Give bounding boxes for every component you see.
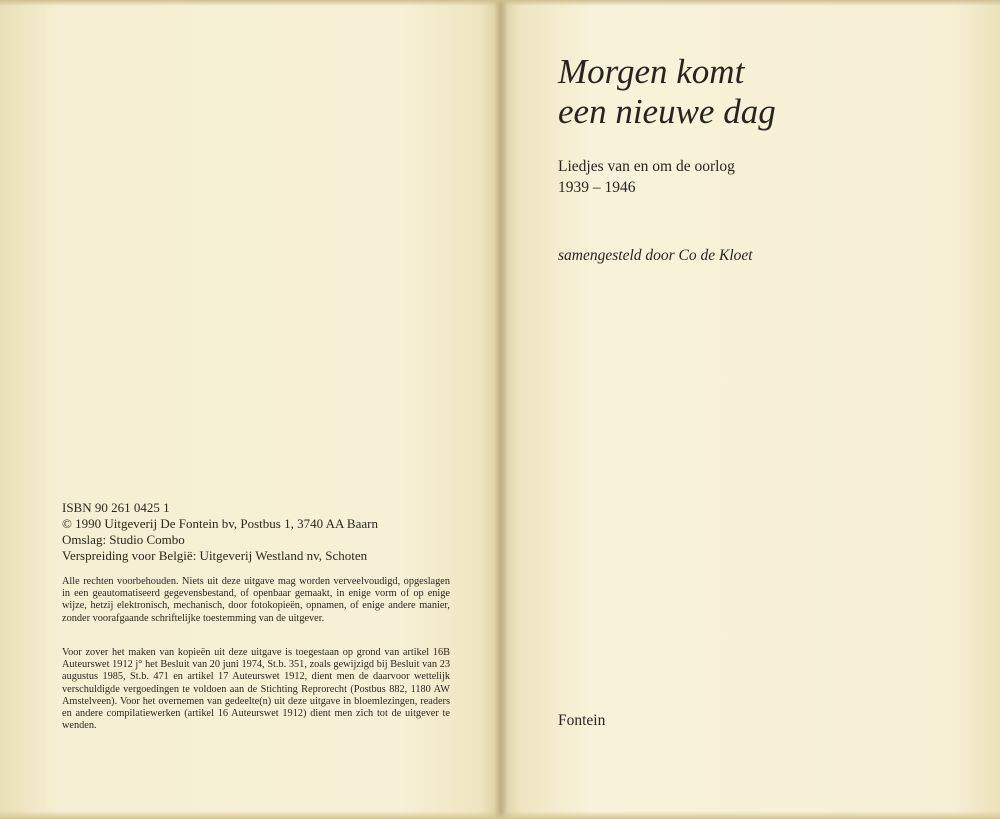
page-edge-bottom — [0, 811, 1000, 819]
page-edge-top — [0, 0, 1000, 6]
book-gutter — [494, 0, 508, 819]
isbn: ISBN 90 261 0425 1 — [62, 500, 170, 515]
compiler-credit: samengesteld door Co de Kloet — [558, 247, 753, 264]
copyright-line: © 1990 Uitgeverij De Fontein bv, Postbus 1, 3740 AA Baarn — [62, 516, 378, 531]
book-subtitle — [558, 156, 735, 198]
distribution-line: Verspreiding voor België: Uitgeverij Westland nv, Schoten — [62, 548, 368, 563]
colophon — [62, 500, 452, 564]
title-line-2: een nieuwe dag — [558, 92, 776, 131]
rights-paragraph-2: Voor zover het maken van kopieën uit deze uitgave is toegestaan op grond van artikel 16B Auteurswet 1912 j° het Besluit van 20 juni 1974, St.b. 351, zoals gewijzigd bij Besluit van 23 augustus 1985, St.b. 471 en artikel 17 Auteurswet 1912, dient men de daarvoor wettelijk verschuldigde vergoedingen te voldoen aan de Stichting Reprorecht (Postbus 882, 1180 AW Amstelveen). Voor het overnemen van gedeelte(n) uit deze uitgave in bloemlezingen, readers en andere compilatiewerken (artikel 16 Auteurswet 1912) dient men zich tot de uitgever te wenden. — [62, 647, 450, 732]
title-line-1: Morgen komt — [558, 52, 745, 91]
publisher-name: Fontein — [558, 712, 606, 729]
book-title — [558, 52, 776, 132]
rights-paragraph-1: Alle rechten voorbehouden. Niets uit deze uitgave mag worden verveelvoudigd, opgeslagen in een geautomatiseerd gegevensbestand, of openbaar gemaakt, in enige vorm of op enige wijze, hetzij elektronisch, mechanisch, door fotokopieën, opnamen, of enige andere manier, zonder voorafgaande schriftelijke toestemming van de uitgever. — [62, 576, 450, 624]
subtitle-line-1: Liedjes van en om de oorlog — [558, 158, 735, 175]
cover-credit: Omslag: Studio Combo — [62, 532, 185, 547]
subtitle-years: 1939 – 1946 — [558, 179, 636, 196]
